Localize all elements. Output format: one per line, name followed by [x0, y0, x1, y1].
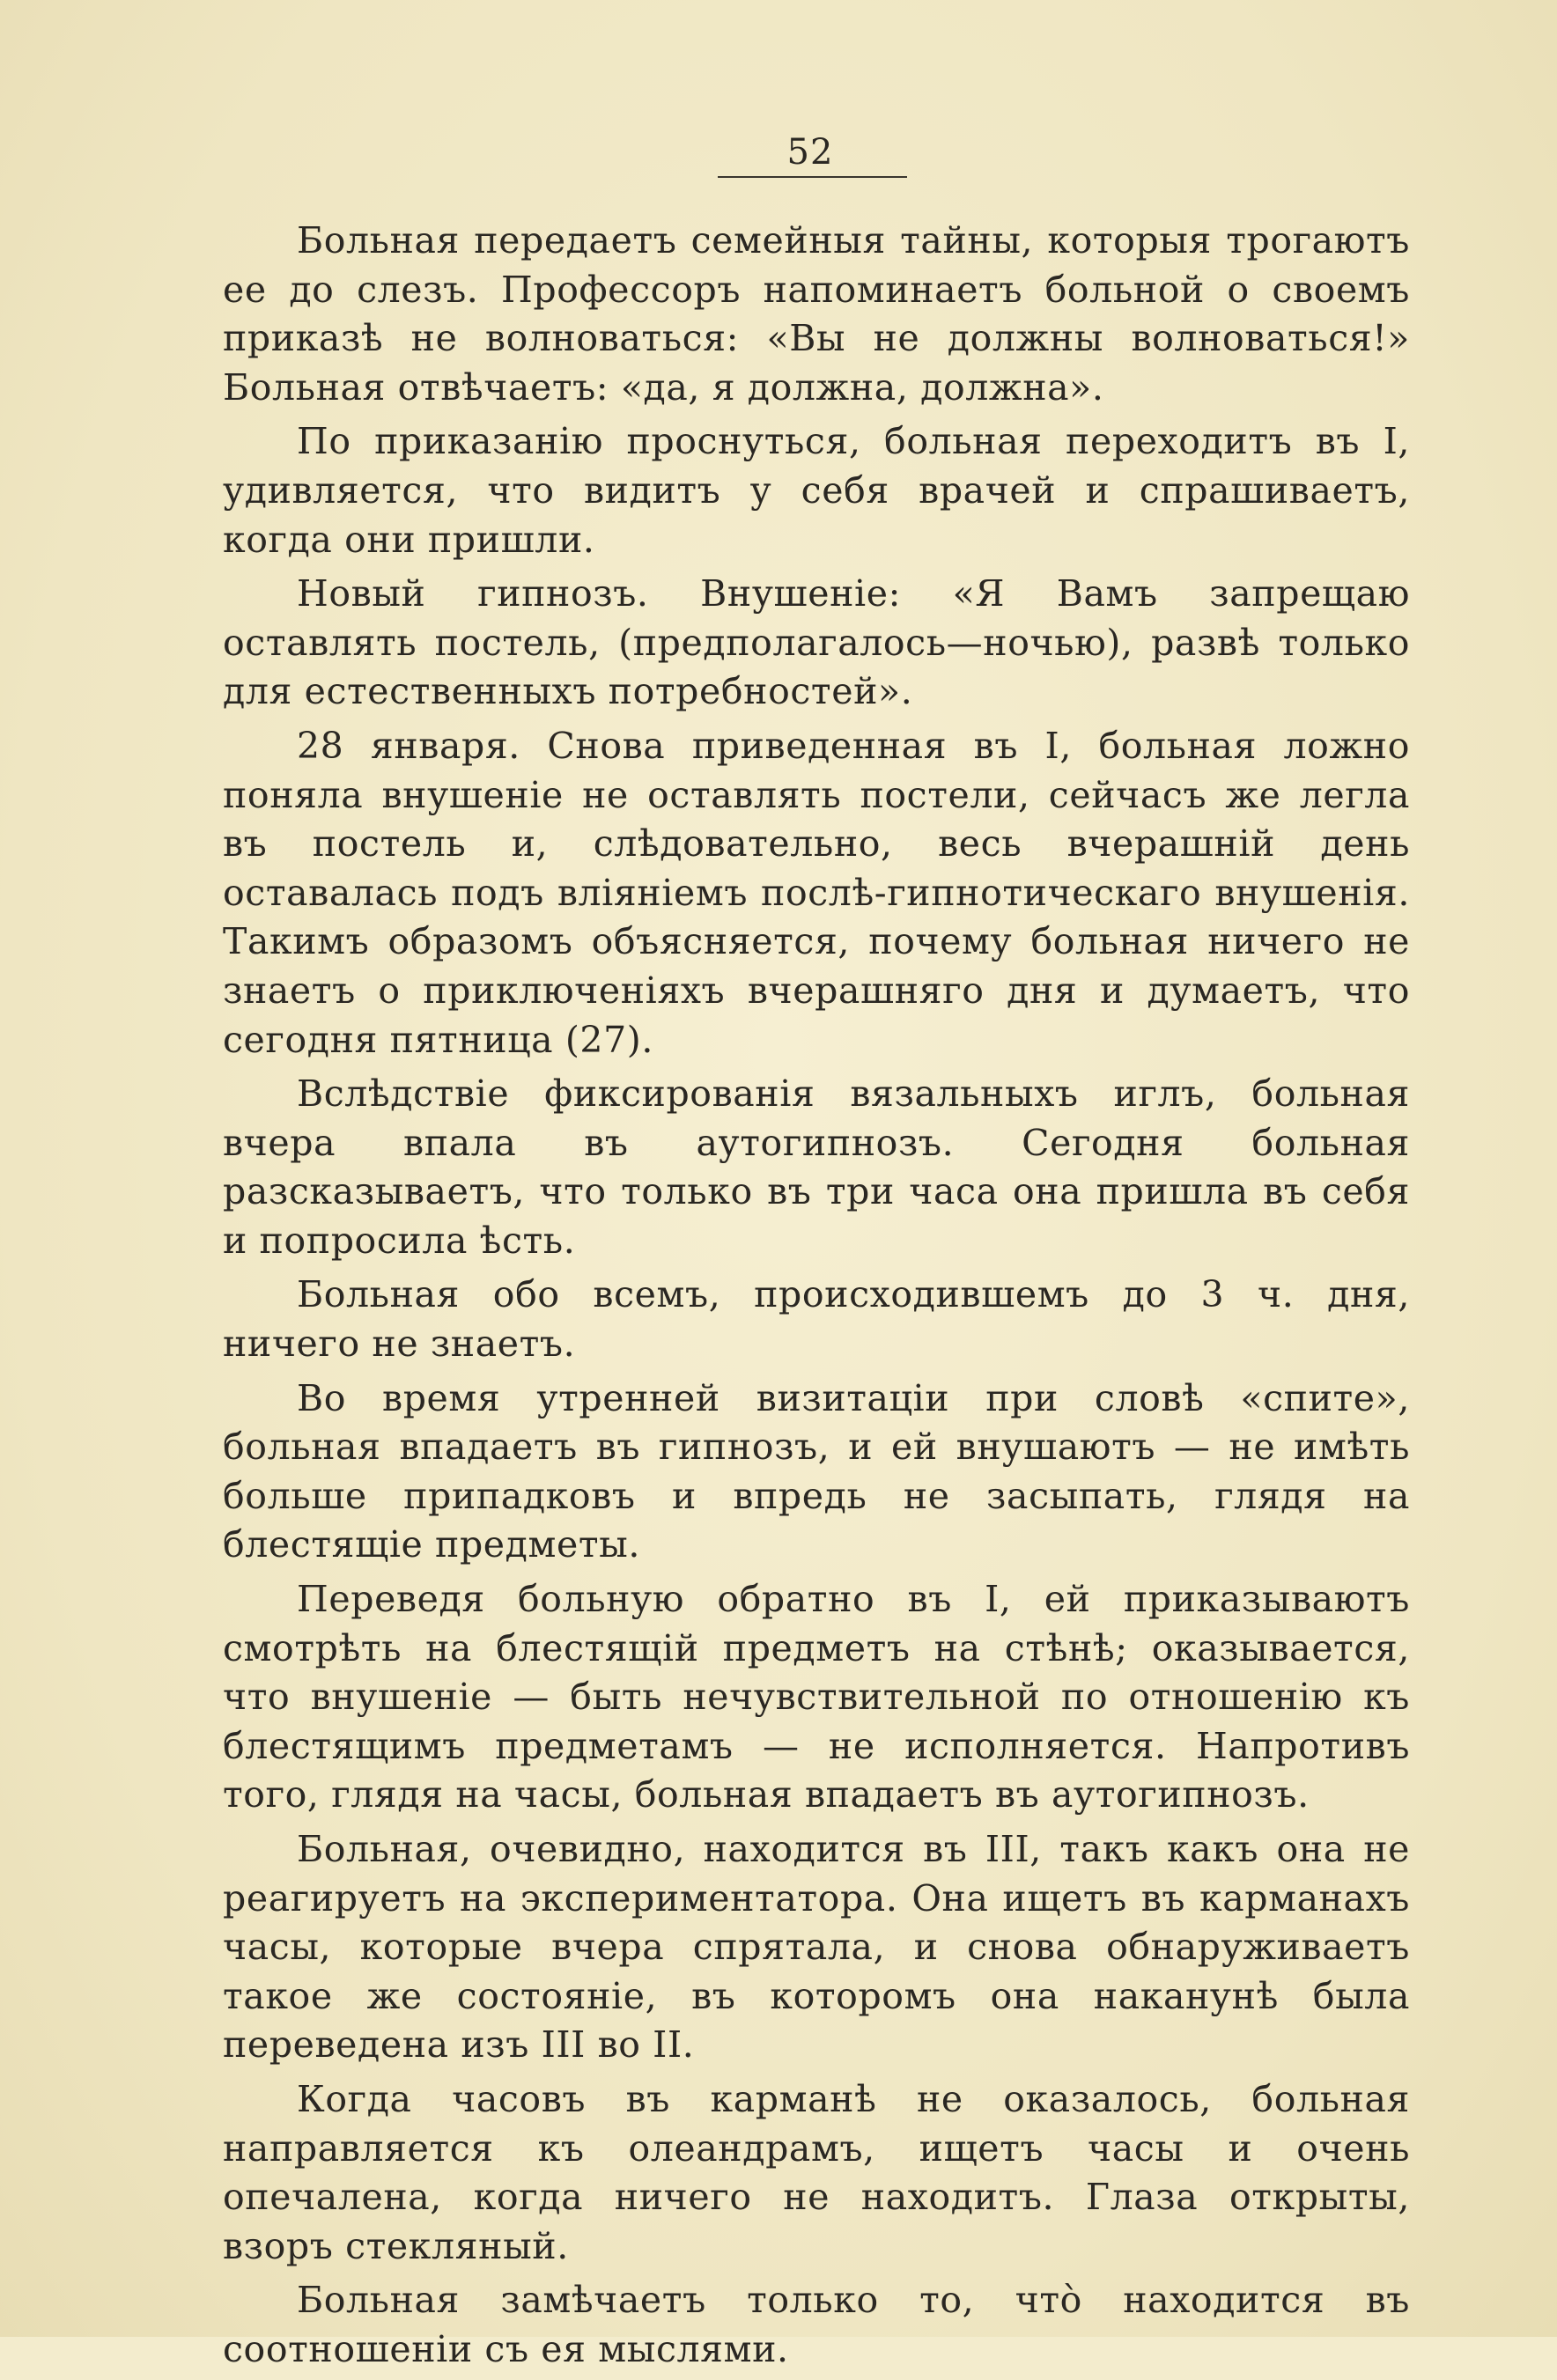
paragraph: Когда часовъ въ карманѣ не оказалось, больная направляется къ олеандрамъ, ищетъ часы и очень опечалена, когда ничего не находитъ. Глаза открыты, взоръ стекляный. [223, 2077, 1410, 2267]
body-text [223, 217, 1410, 2380]
paragraph: Больная передаетъ семейныя тайны, которыя трогаютъ ее до слезъ. Профессоръ напоминаетъ больной о своемъ приказѣ не волноваться: «Вы не должны волноваться!» Больная отвѣчаетъ: «да, я должна, должна». [223, 219, 1410, 409]
paragraph: 28 января. Снова приведенная въ I, больная ложно поняла внушеніе не оставлять постели, сейчасъ же легла въ постель и, слѣдовательно, весь вчерашній день оставалась подъ вліяніемъ послѣ-гипнотическаго внушенія. Такимъ образомъ объясняется, почему больная ничего не знаетъ о приключеніяхъ вчерашняго дня и думаетъ, что сегодня пятница (27). [223, 724, 1410, 1061]
paragraph: Переведя больную обратно въ I, ей приказываютъ смотрѣть на блестящій предметъ на стѣнѣ; оказывается, что внушеніе — быть нечувствительной по отношенію къ блестящимъ предметамъ — не исполняется. Напротивъ того, глядя на часы, больная впадаетъ въ аутогипнозъ. [223, 1578, 1410, 1816]
header-rule [718, 176, 907, 178]
paragraph: Вслѣдствіе фиксированія вязальныхъ иглъ, больная вчера впала въ аутогипнозъ. Сегодня больная разсказываетъ, что только въ три часа она пришла въ себя и попросила ѣсть. [223, 1072, 1410, 1262]
page-number: 52 [786, 132, 834, 173]
paragraph: Больная замѣчаетъ только то, что̀ находится въ соотношеніи съ ея мыслями. [223, 2279, 1410, 2370]
paragraph: По приказанію проснуться, больная переходитъ въ I, удивляется, что видитъ у себя врачей и спрашиваетъ, когда они пришли. [223, 420, 1410, 561]
paragraph: Больная, очевидно, находится въ III, такъ какъ она не реагируетъ на экспериментатора. Она ищетъ въ карманахъ часы, которые вчера спрятала, и снова обнаруживаетъ такое же состояніе, въ которомъ она наканунѣ была переведена изъ III во II. [223, 1828, 1410, 2067]
paragraph: Новый гипнозъ. Внушеніе: «Я Вамъ запрещаю оставлять постель, (предполагалось—ночью), развѣ только для естественныхъ потребностей». [223, 572, 1410, 713]
paragraph: Во время утренней визитаціи при словѣ «спите», больная впадаетъ въ гипнозъ, и ей внушаютъ — не имѣть больше припадковъ и впредь не засыпать, глядя на блестящіе предметы. [223, 1376, 1410, 1566]
paragraph: Больная обо всемъ, происходившемъ до 3 ч. дня, ничего не знаетъ. [223, 1273, 1410, 1366]
